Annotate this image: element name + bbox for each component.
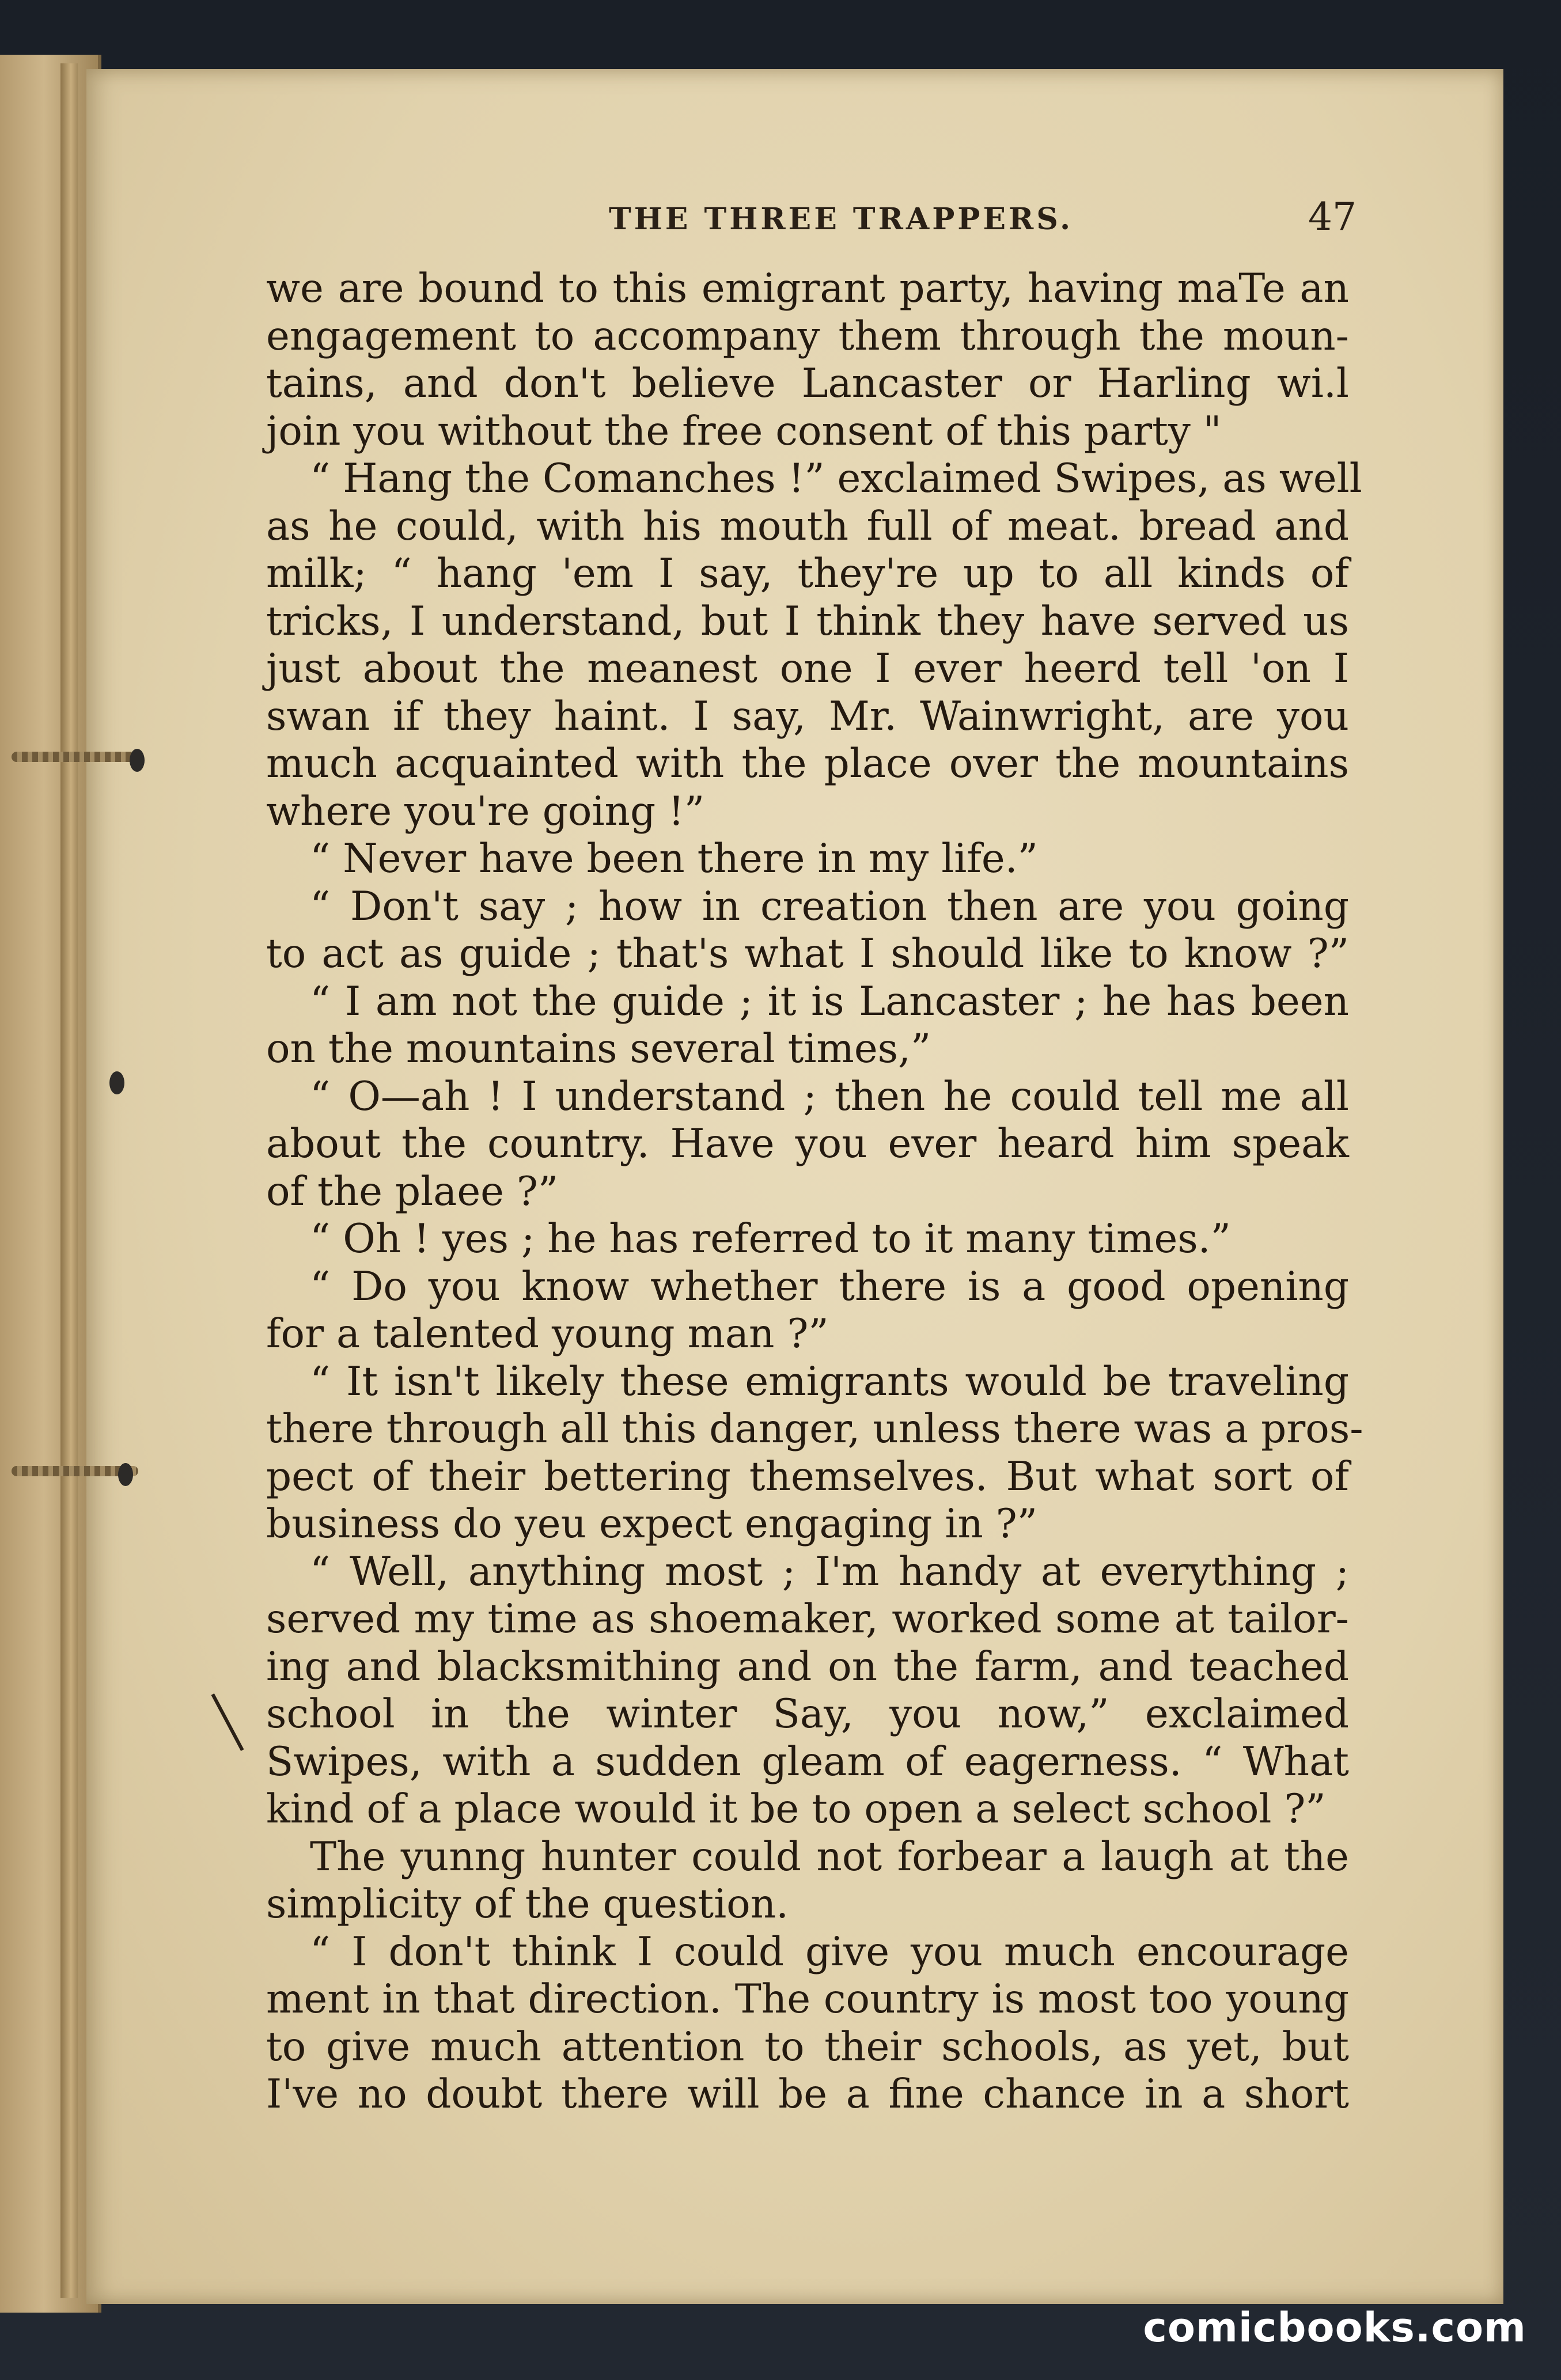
text-line: about the country. Have you ever heard him speak xyxy=(266,1121,1349,1167)
text-line: of the plaee ?” xyxy=(266,1168,559,1215)
text-line: just about the meanest one I ever heerd tell 'on I xyxy=(266,646,1349,692)
text-line: tains, and don't believe Lancaster or Harling wi.l xyxy=(266,361,1349,407)
text-line: on the mountains several times,” xyxy=(266,1026,931,1072)
text-line: “ I am not the guide ; it is Lancaster ; he has been xyxy=(310,978,1349,1025)
text-line: we are bound to this emigrant party, having maTe an xyxy=(266,266,1349,312)
text-line: there through all this danger, unless there was a pros- xyxy=(266,1406,1363,1452)
text-line: swan if they haint. I say, Mr. Wainwright, are you xyxy=(266,693,1349,740)
text-line: milk; “ hang 'em I say, they're up to all kinds of xyxy=(266,551,1349,597)
text-line: “ I don't think I could give you much encourage xyxy=(310,1928,1349,1975)
text-line: ment in that direction. The country is most too young xyxy=(266,1976,1349,2022)
book-gutter xyxy=(60,63,78,2298)
text-line: where you're going !” xyxy=(266,788,705,835)
binding-hole xyxy=(118,1463,133,1486)
text-line: join you without the free consent of this party " xyxy=(266,408,1222,454)
text-line: “ Hang the Comanches !” exclaimed Swipes, as well xyxy=(310,456,1362,502)
text-line: I've no doubt there will be a fine chance in a short xyxy=(266,2071,1349,2117)
page-number: 47 xyxy=(1308,195,1357,239)
text-line: tricks, I understand, but I think they have served us xyxy=(266,598,1349,645)
text-line: The yunng hunter could not forbear a laugh at the xyxy=(310,1833,1349,1880)
text-line: “ Never have been there in my life.” xyxy=(310,836,1038,882)
binding-stitch xyxy=(12,752,138,762)
text-line: “ Do you know whether there is a good opening xyxy=(310,1263,1349,1310)
text-line: school in the winter Say, you now,” exclaimed xyxy=(266,1691,1349,1737)
text-line: pect of their bettering themselves. But what sort of xyxy=(266,1453,1349,1500)
text-line: engagement to accompany them through the moun- xyxy=(266,313,1349,359)
text-line: as he could, with his mouth full of meat. bread and xyxy=(266,503,1349,549)
text-line: to give much attention to their schools, as yet, but xyxy=(266,2023,1349,2070)
text-line: much acquainted with the place over the mountains xyxy=(266,741,1349,787)
text-line: “ Well, anything most ; I'm handy at everything ; xyxy=(310,1548,1349,1595)
watermark: comicbooks.com xyxy=(1143,2304,1526,2351)
text-line: simplicity of the question. xyxy=(266,1881,789,1927)
text-line: “ Oh ! yes ; he has referred to it many times.” xyxy=(310,1216,1231,1262)
text-line: business do yeu expect engaging in ?” xyxy=(266,1501,1038,1547)
text-line: ing and blacksmithing and on the farm, and teached xyxy=(266,1643,1349,1690)
text-line: for a talented young man ?” xyxy=(266,1311,829,1357)
text-line: to act as guide ; that's what I should like to know ?” xyxy=(266,931,1349,977)
running-head: THE THREE TRAPPERS. xyxy=(608,202,1074,237)
text-line: kind of a place would it be to open a select school ?” xyxy=(266,1786,1326,1832)
text-line: “ It isn't likely these emigrants would be traveling xyxy=(310,1358,1349,1405)
text-line: served my time as shoemaker, worked some at tailor- xyxy=(266,1596,1349,1642)
text-line: “ Don't say ; how in creation then are you going xyxy=(310,883,1349,930)
body-text xyxy=(266,265,1363,2143)
text-line: Swipes, with a sudden gleam of eagerness. “ What xyxy=(266,1738,1349,1785)
binding-hole xyxy=(109,1071,124,1094)
binding-hole xyxy=(130,749,145,772)
text-line: “ O—ah ! I understand ; then he could tell me all xyxy=(310,1073,1349,1120)
